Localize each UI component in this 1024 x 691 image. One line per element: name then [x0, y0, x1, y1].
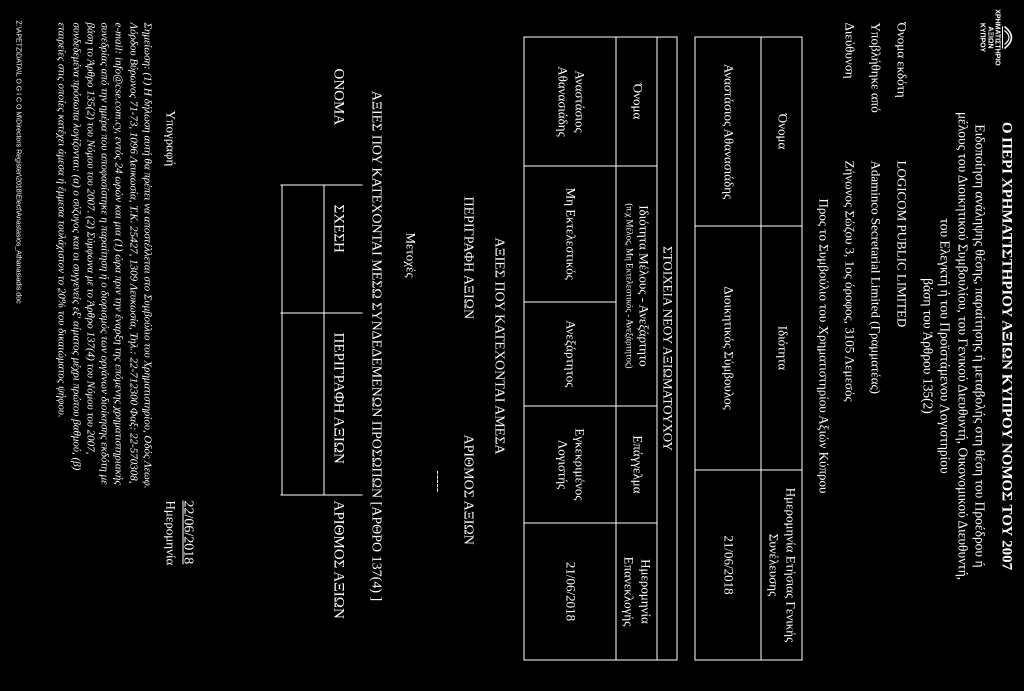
new-officer-name-header: Όνομα: [616, 37, 657, 166]
logo-line-2: ΑΞΙΩΝ: [985, 25, 993, 49]
profession-cell: Εγκεκριμένος Λογιστής: [524, 405, 616, 522]
submitted-by-value: Adaminco Secretarial Limited (Γραμματέας): [868, 160, 883, 394]
indirect-grid-line-v2: [280, 312, 362, 313]
signature-date-value: 22/06/2018: [180, 500, 195, 564]
intro-text: [919, 45, 988, 646]
note-line-6: συνδεδεμένα πρόσωπα λογίζονται: (α) ο σύζυγος και οι συγγενείς εξ' αίματος μέχρι πρώτου βαθμού, (β): [69, 22, 82, 470]
note-line-7: εταιρείες στις οποίες κατέχει άμεσα ή έμμεσα τουλάχιστον το 20% του δικαιώματος ψήφου.: [55, 22, 68, 418]
note-line-3: e-mail: info@cse.com.cy, εντός 24 ωρών και μια (1) ώρα πριν την έναρξη της επόμενης χρηματιστηριακής: [112, 22, 125, 485]
logo-line-3: ΚΥΠΡΟΥ: [978, 22, 986, 52]
note-line-2: Λόρδου Βύρωνος 71-73, 1096 Λευκωσία, Τ.Κ. 25427, 1309 Λευκωσία, Τηλ.: 22-712300 Φαξ: 22-570308,: [126, 22, 139, 484]
indirect-grid-line-h2: [281, 184, 282, 494]
officer-capacity-cell: Διοικητικός Σύμβουλος: [695, 226, 761, 470]
new-officer-capacity-header: [616, 166, 657, 406]
member-type-cell: Μη Εκτελεστικός: [524, 166, 616, 302]
indirect-relation-header: ΣΧΕΣΗ: [330, 204, 346, 253]
direct-holdings-col2: ΑΡΙΘΜΟΣ ΑΞΙΩΝ: [460, 434, 475, 545]
intro-line-1: Ειδοποίηση ανάληψης θέσης, παραίτησης ή μεταβολής στη θέση του Προέδρου ή: [972, 123, 987, 568]
officer-name-header: Όνομα: [761, 37, 802, 226]
issuer-name-label: Όνομα εκδότη: [894, 22, 909, 98]
signature-date-label: Ημερομηνία: [163, 500, 178, 565]
indirect-grid-line-v1: [280, 184, 362, 185]
officer-table: [694, 36, 802, 660]
indirect-count-header: ΑΡΙΘΜΟΣ ΑΞΙΩΝ: [330, 500, 346, 619]
direct-holdings-note: Μετοχές: [403, 232, 418, 278]
reelection-date-cell: 21/06/2018: [524, 522, 616, 659]
officer-name-cell: Αναστάσιος Αθανασιάδης: [695, 37, 761, 226]
footer-file-path: Z:\APETZ\DATA\L O G I C O M\Directors Register\2018\Elect\Anastasios_Athanasiadis.doc: [14, 20, 21, 304]
intro-line-4: βάση του Άρθρου 135(2): [920, 277, 936, 414]
indirect-grid-line-v3: [280, 494, 362, 495]
indirect-name-header: ΟΝΟΜΑ: [330, 68, 346, 125]
indirect-holdings-title: ΑΞΙΕΣ ΠΟΥ ΚΑΤΕΧΟΝΤΑΙ ΜΕΣΩ ΣΥΝΔΕΔΕΜΕΝΩΝ ΠΡΟΣΩΠΩΝ [ΑΡΘΡΟ 137(4) ]: [368, 90, 383, 601]
direct-holdings-col1: ΠΕΡΙΓΡΑΦΗ ΑΞΙΩΝ: [460, 196, 475, 319]
signature-label: Υπογραφή: [163, 110, 178, 166]
new-officer-table: [523, 36, 677, 660]
addressee: Προς το Συμβούλιο του Χρηματιστηρίου Αξιών Κύπρου: [816, 198, 831, 493]
page-title: Ο ΠΕΡΙ ΧΡΗΜΑΤΙΣΤΗΡΙΟΥ ΑΞΙΩΝ ΚΥΠΡΟΥ ΝΟΜΟΣ ΤΟΥ 2007: [998, 121, 1014, 570]
capacity-header-title: Ιδιότητα Μέλους - Ανεξάρτητο: [635, 204, 651, 367]
reelection-date-header: Ημερομηνία Επανεκλογής: [616, 522, 657, 659]
logo-line-1: ΧΡΗΜΑΤΙΣΤΗΡΙΟ: [993, 8, 1000, 66]
notes-block: [54, 22, 154, 672]
officer-capacity-header: Ιδιότητα: [761, 226, 802, 470]
submitted-by-label: Υποβλήθηκε από: [868, 22, 883, 113]
intro-line-2: μέλους του Διοικητικού Συμβουλίου, του Γενικού Διευθυντή, Οικονομικού Διευθυντή,: [954, 111, 970, 580]
intro-line-3: του Ελεγκτή ή του Προϊστάμενου Λογιστηρίου: [937, 217, 953, 474]
indirect-description-header: ΠΕΡΙΓΡΑΦΗ ΑΞΙΩΝ: [330, 332, 346, 464]
address-value: Ζήνωνος Σώζου 3, 1ος όροφος, 3105 Λεμεσός: [842, 160, 857, 402]
profession-header: Επάγγελμα: [616, 405, 657, 522]
note-line-5: βάση το Άρθρο 135(2) του Νόμου του 2007. (2) Σύμφωνα με το Άρθρο 137(4) του Νόμου του 2007,: [83, 22, 96, 454]
note-line-4: συνεδρίας από την ημέρα που αποφασίστηκε η παραίτηση ή ο διορισμός των οργάνων διοίκησης εκδότη με: [98, 22, 111, 484]
officer-agm-date-cell: 21/06/2018: [695, 470, 761, 660]
independence-cell: Ανεξάρτητος: [524, 301, 616, 405]
direct-holdings-title: ΑΞΙΕΣ ΠΟΥ ΚΑΤΕΧΟΝΤΑΙ ΑΜΕΣΑ: [491, 236, 506, 454]
direct-holdings-dash: -----: [431, 470, 446, 492]
officer-agm-date-header: Ημερομηνία Ετήσιας Γενικής Συνέλευσης: [761, 470, 802, 660]
note-line-1: Σημείωση: (1) Η δήλωση αυτή θα πρέπει να αποστέλλεται στο Συμβούλιο του Χρηματιστηρίου, Οδός Λεωφ.: [141, 22, 153, 489]
capacity-header-note: (π.χ Μέλος, Μη Εκτελεστικός - Ανεξάρτητος): [623, 202, 634, 369]
new-officer-name-cell: Αναστάσιος Αθανασιάδης: [524, 37, 616, 166]
indirect-grid-line-h1: [323, 184, 324, 494]
address-label: Διεύθυνση: [842, 22, 857, 79]
new-officer-table-title: ΣΤΟΙΧΕΙΑ ΝΕΟΥ ΑΞΙΩΜΑΤΟΥΧΟΥ: [657, 37, 677, 660]
issuer-name-value: LOGICOM PUBLIC LIMITED: [894, 160, 909, 327]
